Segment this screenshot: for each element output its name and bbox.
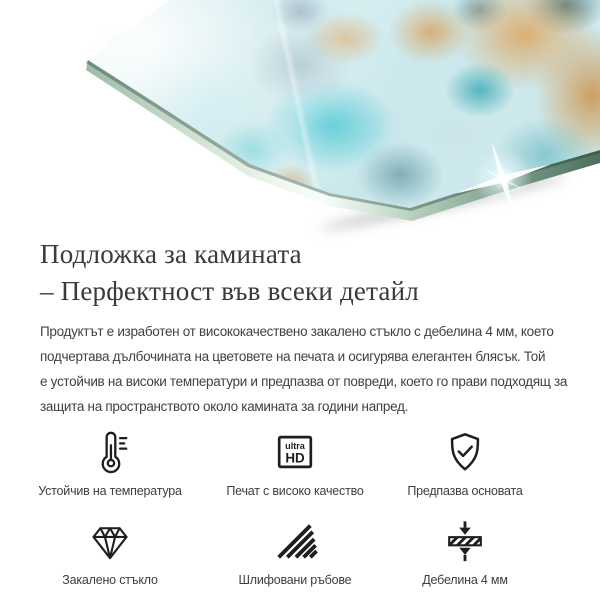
svg-text:HD: HD xyxy=(285,450,305,466)
polished-edges-icon xyxy=(272,518,318,564)
feature-label: Устойчив на температура xyxy=(38,484,182,498)
ultra-hd-icon xyxy=(272,429,318,475)
feature-thickness xyxy=(370,518,560,587)
description-line: подчертава дълбочината на цветовете на печата и осигурява елегантен блясък. Той xyxy=(40,349,546,364)
thickness-4mm-icon xyxy=(442,518,488,564)
feature-grid xyxy=(0,429,560,587)
svg-text:ultra: ultra xyxy=(285,441,305,452)
thermometer-icon xyxy=(87,429,133,475)
feature-temperature xyxy=(0,429,220,498)
feature-label: Дебелина 4 мм xyxy=(422,573,508,587)
feature-polished-edges xyxy=(220,518,370,587)
product-hero-image xyxy=(0,0,600,230)
product-description xyxy=(40,319,600,419)
page-title-line2: – Перфектност във всеки детайл xyxy=(40,276,419,306)
description-line: Продуктът е изработен от висококачествено закалено стъкло с дебелина 4 мм, което xyxy=(40,324,554,339)
feature-label: Предпазва основата xyxy=(407,484,523,498)
feature-label: Шлифовани ръбове xyxy=(238,573,352,587)
feature-protects-base xyxy=(370,429,560,498)
sparkle-icon xyxy=(448,124,558,234)
description-line: е устойчив на високи температури и предпазва от повреди, което го прави подходящ за xyxy=(40,374,568,389)
feature-label: Закалено стъкло xyxy=(62,573,158,587)
page-title-line1: Подложка за камината xyxy=(40,239,302,269)
shield-check-icon xyxy=(442,429,488,475)
feature-print-quality xyxy=(220,429,370,498)
feature-tempered-glass xyxy=(0,518,220,587)
description-line: защита на пространството около камината за години напред. xyxy=(40,399,409,414)
diamond-icon xyxy=(88,518,132,564)
feature-label: Печат с високо качество xyxy=(226,484,364,498)
page-title xyxy=(40,236,600,310)
